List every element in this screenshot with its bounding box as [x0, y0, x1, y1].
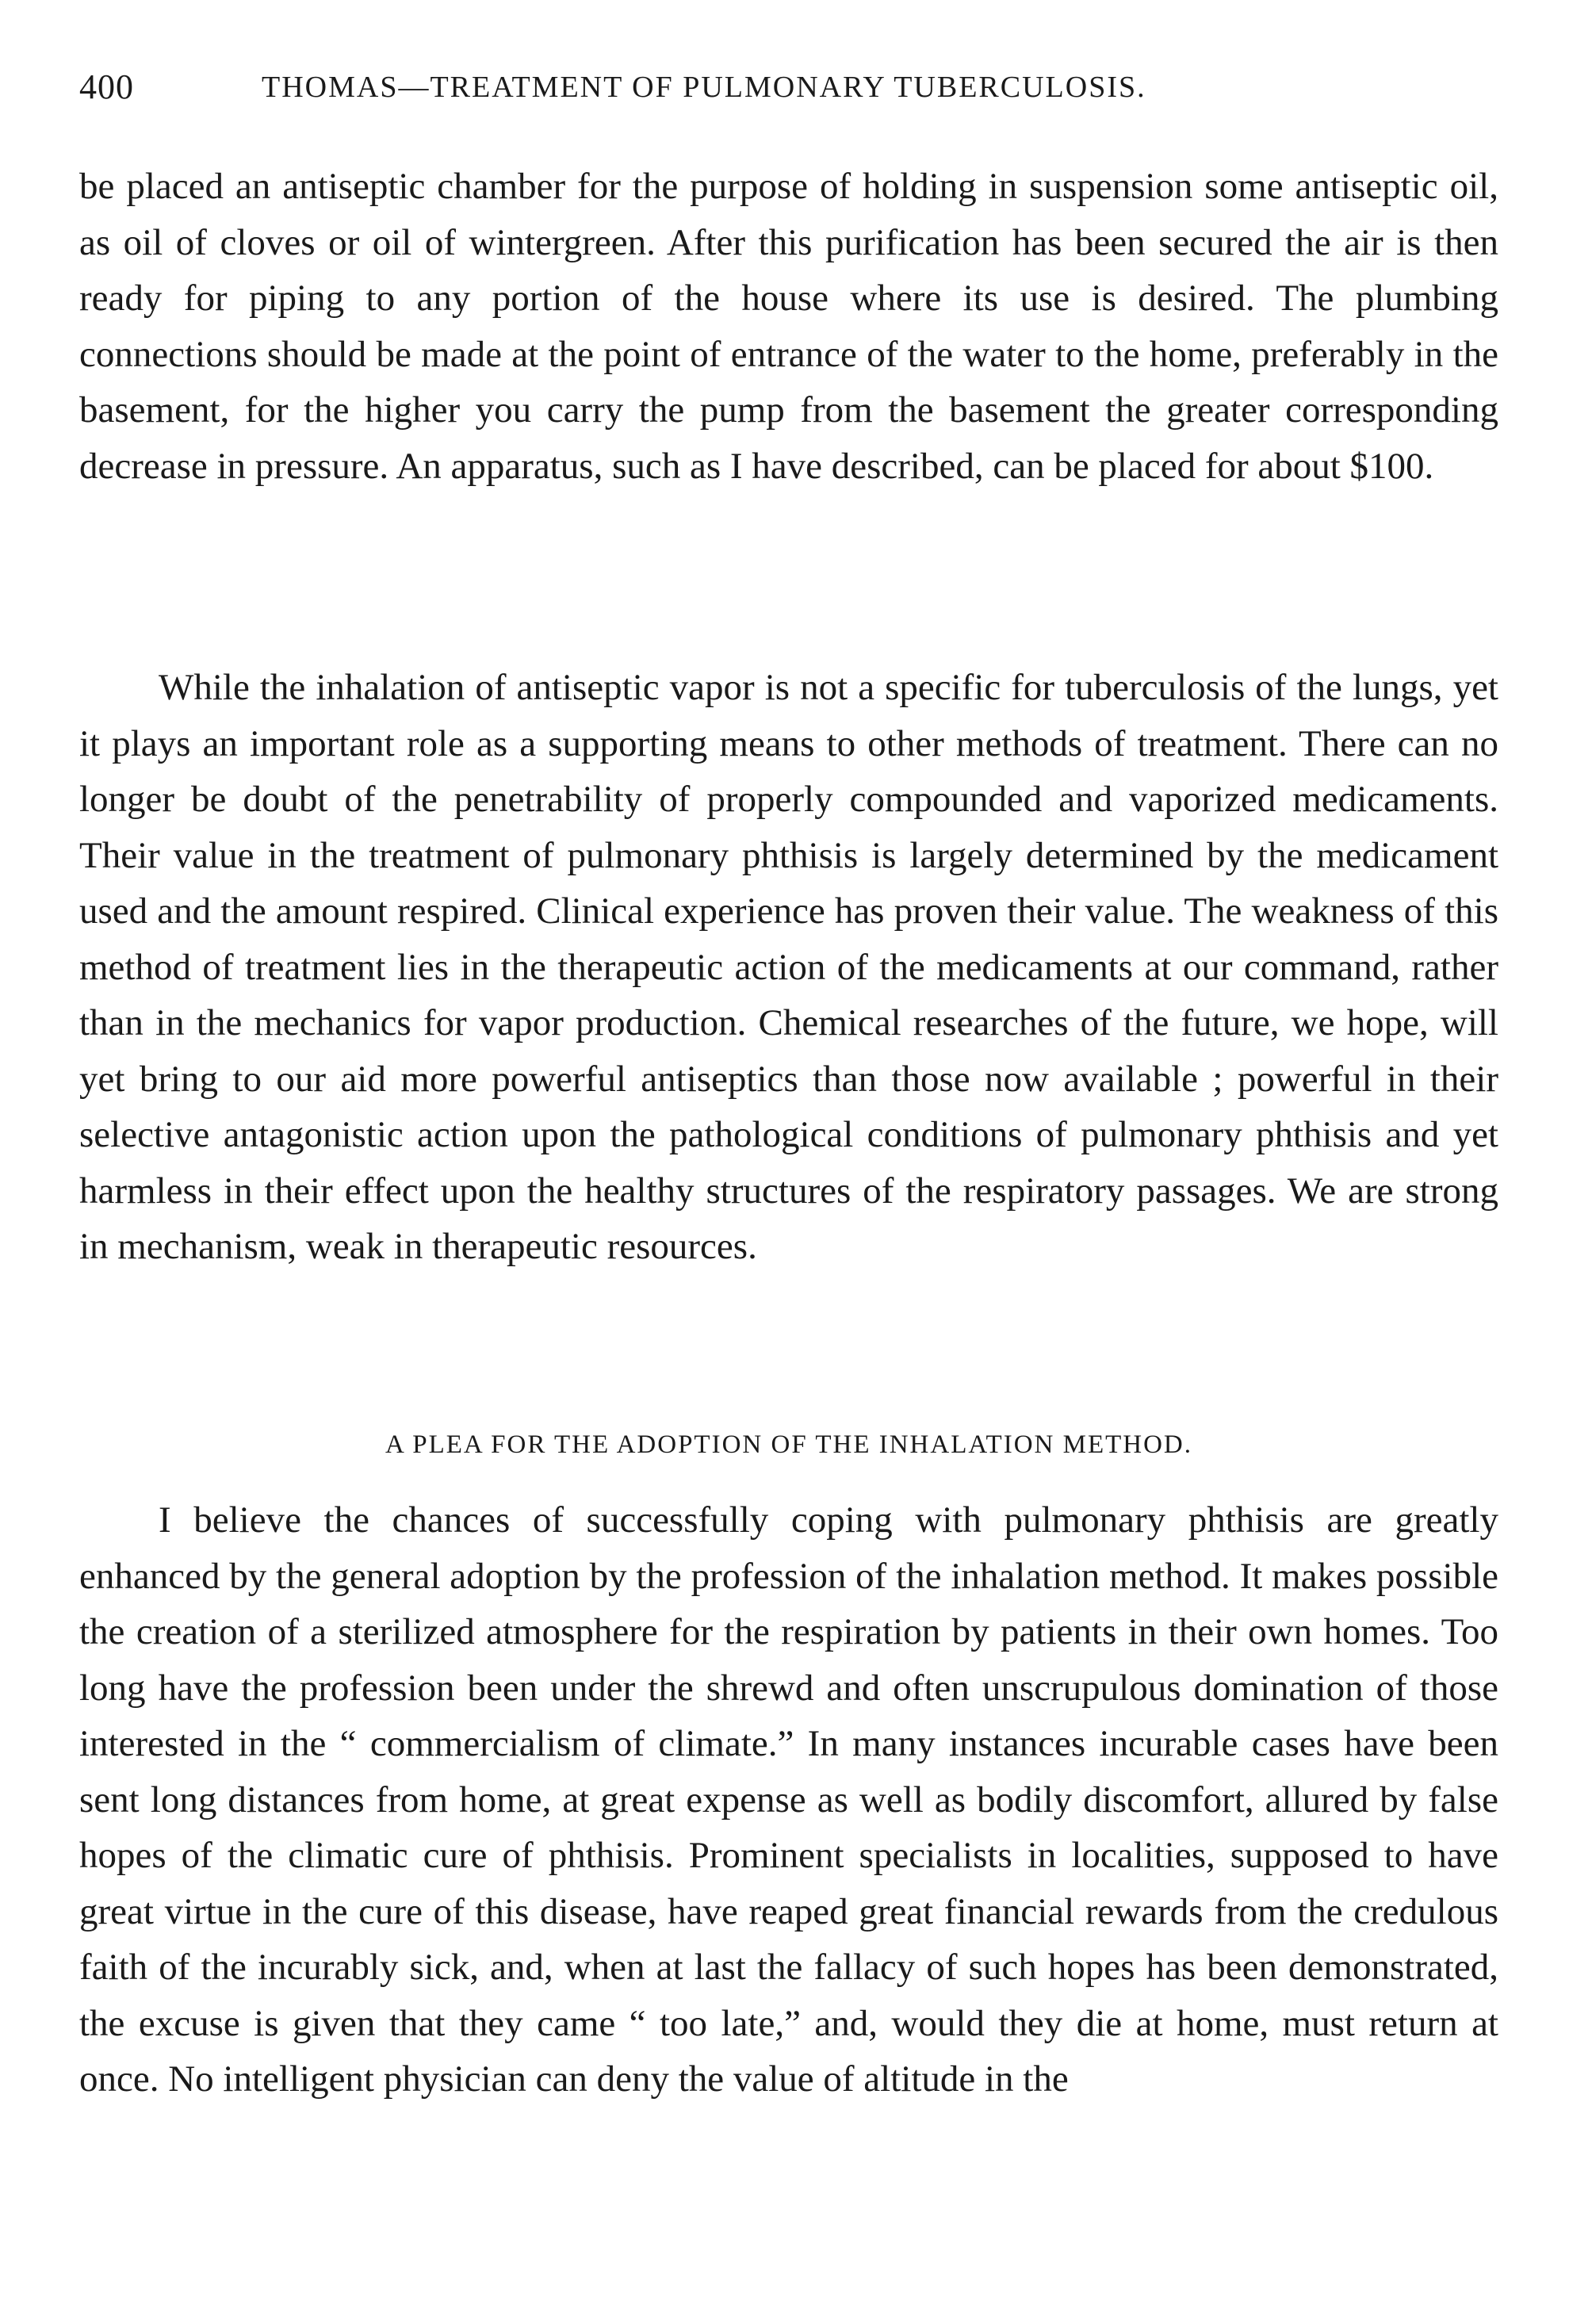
paragraph-inhalation-plea: I believe the chances of successfully coping with pulmonary phthisis are greatly enhanced by the general adoption by the profession of the inhalation method. It makes possible the creation of a sterilized atmosphere for the respiration by patients in their own homes. Too long have the profession been under the shrewd and often unscrupulous domination of those interested in the “ commercialism of climate.” In many instances incurable cases have been sent long distances from home, at great expense as well as bodily discomfort, allured by false hopes of the climatic cure of phthisis. Prominent specialists in localities, supposed to have great virtue in the cure of this disease, have reaped great financial rewards from the credulous faith of the incurably sick, and, when at last the fallacy of such hopes has been demonstrated, the excuse is given that they came “ too late,” and, would they die at home, must return at once. No intelligent physician can deny the value of altitude in the [79, 1499, 1498, 2100]
page-number: 400 [79, 67, 134, 106]
paragraph-antiseptic-vapor: While the inhalation of antiseptic vapor is not a specific for tuberculosis of the lungs, yet it plays an important role as a supporting means to other methods of treatment. There can no longer be doubt of the penetrability of properly compounded and vaporized medicaments. Their value in the treatment of pulmonary phthisis is largely determined by the medicament used and the amount respired. Clinical experience has proven their value. The weakness of this method of treatment lies in the therapeutic action of the medicaments at our command, rather than in the mechanics for vapor production. Chemical researches of the future, we hope, will yet bring to our aid more powerful antiseptics than those now available ; powerful in their selective antagonistic action upon the pathological conditions of pulmonary phthisis and yet harmless in their effect upon the healthy structures of the respiratory passages. We are strong in mechanism, weak in therapeutic resources. [79, 667, 1498, 1267]
running-title: THOMAS—TREATMENT OF PULMONARY TUBERCULOSIS. [262, 71, 1146, 104]
paragraph-continued: be placed an antiseptic chamber for the purpose of holding in suspension some antiseptic oil, as oil of cloves or oil of wintergreen. After this purification has been secured the air is then ready for piping to any portion of the house where its use is desired. The plumbing connections should be made at the point of entrance of the water to the home, preferably in the basement, for the higher you carry the pump from the basement the greater corresponding decrease in pressure. An apparatus, such as I have described, can be placed for about $100. [79, 166, 1498, 487]
running-head [79, 67, 1498, 114]
section-heading: A PLEA FOR THE ADOPTION OF THE INHALATION METHOD. [385, 1430, 1193, 1459]
